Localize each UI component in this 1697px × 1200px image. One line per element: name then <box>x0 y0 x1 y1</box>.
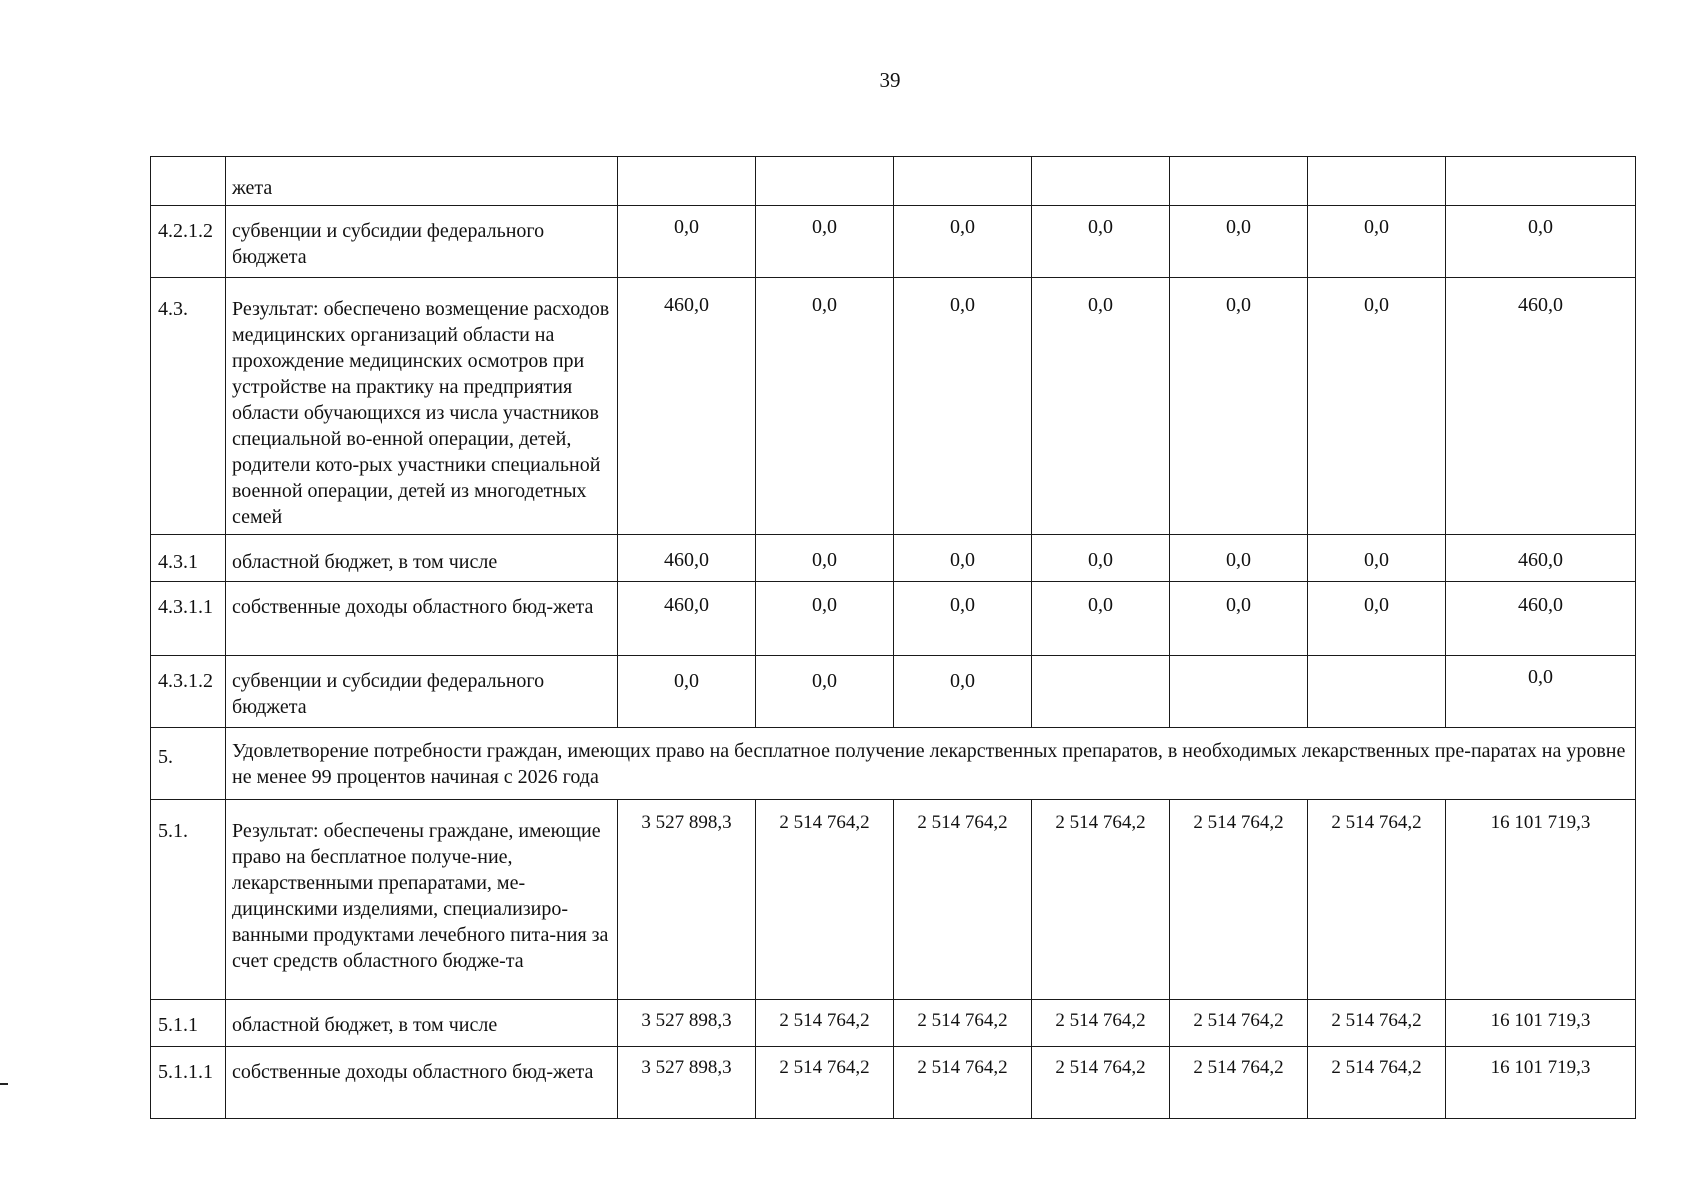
value-cell: 2 514 764,2 <box>756 800 894 1000</box>
value-cell: 0,0 <box>894 278 1032 535</box>
row-description: субвенции и субсидии федерального бюджета <box>226 656 618 728</box>
value-cell: 0,0 <box>1308 535 1446 582</box>
value-cell: 460,0 <box>618 582 756 656</box>
value-cell <box>756 157 894 206</box>
value-cell: 16 101 719,3 <box>1446 800 1636 1000</box>
value-cell: 460,0 <box>1446 582 1636 656</box>
page-number: 39 <box>879 68 901 92</box>
value-cell <box>1308 656 1446 728</box>
value-cell: 460,0 <box>1446 535 1636 582</box>
table-row <box>151 582 1636 656</box>
row-number: 5.1.1 <box>151 1000 226 1047</box>
table-row <box>151 800 1636 1000</box>
value-cell: 0,0 <box>756 278 894 535</box>
value-cell: 2 514 764,2 <box>1170 1047 1308 1119</box>
value-cell: 0,0 <box>894 535 1032 582</box>
row-number: 5.1.1.1 <box>151 1047 226 1119</box>
value-cell: 2 514 764,2 <box>1308 800 1446 1000</box>
table-row <box>151 535 1636 582</box>
value-cell: 2 514 764,2 <box>894 1047 1032 1119</box>
value-cell: 2 514 764,2 <box>756 1000 894 1047</box>
row-number: 4.3.1.1 <box>151 582 226 656</box>
value-cell: 2 514 764,2 <box>1170 800 1308 1000</box>
value-cell: 2 514 764,2 <box>1170 1000 1308 1047</box>
row-description: областной бюджет, в том числе <box>226 535 618 582</box>
row-number: 5.1. <box>151 800 226 1000</box>
value-cell: 2 514 764,2 <box>1308 1000 1446 1047</box>
value-cell: 460,0 <box>618 535 756 582</box>
value-cell: 0,0 <box>756 656 894 728</box>
row-description: Результат: обеспечено возмещение расходов медицинских организаций области на прохождение медицинских осмотров при устройстве на практику на предприятия области обучающихся из числа участников специальной во-енной операции, детей, родители кото-рых участники специальной военной операции, детей из многодетных семей <box>226 278 618 535</box>
value-cell <box>1170 656 1308 728</box>
table-row <box>151 278 1636 535</box>
row-description: жета <box>226 157 618 206</box>
value-cell: 0,0 <box>756 206 894 278</box>
value-cell: 16 101 719,3 <box>1446 1047 1636 1119</box>
value-cell <box>1170 157 1308 206</box>
row-description: собственные доходы областного бюд-жета <box>226 582 618 656</box>
value-cell: 2 514 764,2 <box>894 800 1032 1000</box>
row-number: 4.3.1 <box>151 535 226 582</box>
section-title: Удовлетворение потребности граждан, имеющих право на бесплатное получение лекарственных препаратов, в необходимых лекарственных пре-паратах на уровне не менее 99 процентов начиная с 2026 года <box>226 728 1636 800</box>
value-cell <box>1308 157 1446 206</box>
value-cell: 16 101 719,3 <box>1446 1000 1636 1047</box>
value-cell: 2 514 764,2 <box>1032 1000 1170 1047</box>
value-cell: 2 514 764,2 <box>1032 1047 1170 1119</box>
row-number: 4.3. <box>151 278 226 535</box>
value-cell: 0,0 <box>1170 535 1308 582</box>
value-cell: 2 514 764,2 <box>1032 800 1170 1000</box>
value-cell: 0,0 <box>1170 582 1308 656</box>
table-row <box>151 157 1636 206</box>
value-cell: 2 514 764,2 <box>1308 1047 1446 1119</box>
value-cell: 0,0 <box>1446 656 1636 728</box>
value-cell: 3 527 898,3 <box>618 1000 756 1047</box>
value-cell: 0,0 <box>894 206 1032 278</box>
value-cell <box>1032 656 1170 728</box>
row-description: субвенции и субсидии федерального бюджета <box>226 206 618 278</box>
value-cell: 0,0 <box>618 206 756 278</box>
table-row <box>151 1047 1636 1119</box>
budget-table <box>150 156 1636 1119</box>
value-cell: 0,0 <box>756 582 894 656</box>
row-description: Результат: обеспечены граждане, имеющие право на бесплатное получе-ние, лекарственными препаратами, ме-дицинскими изделиями, специализиро-ванными продуктами лечебного пита-ния за счет средств областного бюдже-та <box>226 800 618 1000</box>
value-cell: 0,0 <box>1032 535 1170 582</box>
row-description: собственные доходы областного бюд-жета <box>226 1047 618 1119</box>
value-cell: 0,0 <box>1308 582 1446 656</box>
value-cell: 0,0 <box>894 582 1032 656</box>
row-number: 4.3.1.2 <box>151 656 226 728</box>
value-cell: 3 527 898,3 <box>618 1047 756 1119</box>
value-cell: 0,0 <box>618 656 756 728</box>
value-cell: 0,0 <box>1308 206 1446 278</box>
value-cell: 0,0 <box>1032 582 1170 656</box>
value-cell: 0,0 <box>894 656 1032 728</box>
value-cell: 0,0 <box>1032 206 1170 278</box>
value-cell: 0,0 <box>1446 206 1636 278</box>
section-row <box>151 728 1636 800</box>
value-cell: 0,0 <box>756 535 894 582</box>
table-row <box>151 1000 1636 1047</box>
table-row <box>151 656 1636 728</box>
value-cell: 0,0 <box>1032 278 1170 535</box>
value-cell: 2 514 764,2 <box>756 1047 894 1119</box>
table-row <box>151 206 1636 278</box>
value-cell <box>618 157 756 206</box>
value-cell: 0,0 <box>1170 278 1308 535</box>
row-number: 5. <box>151 728 226 800</box>
value-cell: 460,0 <box>618 278 756 535</box>
value-cell: 460,0 <box>1446 278 1636 535</box>
value-cell <box>894 157 1032 206</box>
margin-mark <box>0 1083 8 1085</box>
value-cell: 2 514 764,2 <box>894 1000 1032 1047</box>
row-number <box>151 157 226 206</box>
value-cell <box>1446 157 1636 206</box>
value-cell: 0,0 <box>1308 278 1446 535</box>
value-cell: 3 527 898,3 <box>618 800 756 1000</box>
value-cell: 0,0 <box>1170 206 1308 278</box>
value-cell <box>1032 157 1170 206</box>
row-number: 4.2.1.2 <box>151 206 226 278</box>
row-description: областной бюджет, в том числе <box>226 1000 618 1047</box>
